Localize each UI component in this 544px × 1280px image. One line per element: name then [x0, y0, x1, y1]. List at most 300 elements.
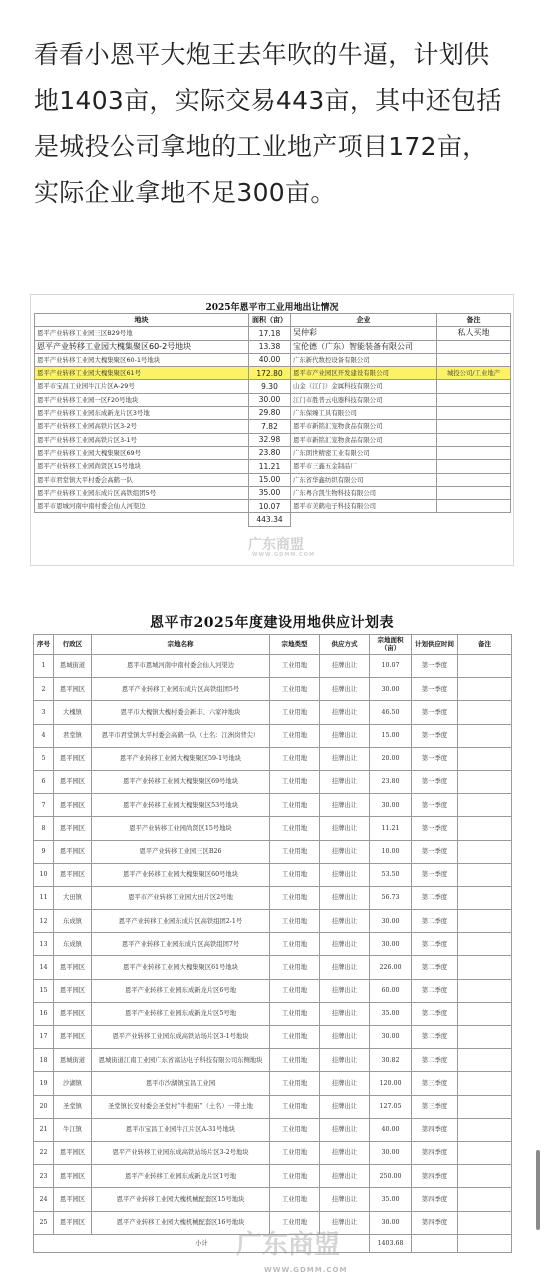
remark-cell — [458, 840, 512, 863]
note-cell: 城投公司/工业地产 — [437, 367, 511, 380]
parcel-type-cell: 工业用地 — [270, 724, 320, 747]
planned-time-cell: 第四季度 — [412, 1118, 458, 1141]
table-row — [34, 701, 512, 724]
parcel-cell: 恩平产业转移工业园东成片区高铁组团5号 — [35, 486, 249, 499]
company-cell: 恩平市新铭汇宠物食品有限公司 — [291, 420, 437, 433]
note-cell — [437, 407, 511, 420]
parcel-name-cell: 恩平产业转移工业园东成片区高铁组团7号 — [92, 933, 270, 956]
planned-time-cell: 第一季度 — [412, 863, 458, 886]
parcel-cell: 恩平产业转移工业园尚贤区15号地块 — [35, 460, 249, 473]
district-cell: 恩平园区 — [54, 678, 92, 701]
planned-time-cell: 第一季度 — [412, 817, 458, 840]
supply-plan-image[interactable] — [30, 612, 514, 1248]
remark-cell — [458, 1211, 512, 1234]
district-cell: 东成镇 — [54, 933, 92, 956]
table-row — [34, 770, 512, 793]
header-index: 序号 — [34, 635, 54, 655]
company-cell: 广东粤合凯生物科技有限公司 — [291, 486, 437, 499]
company-cell: 恩平市产业园区开发建设有限公司 — [291, 367, 437, 380]
remark-cell — [458, 956, 512, 979]
index-cell: 16 — [34, 1002, 54, 1025]
district-cell: 恩城街道 — [54, 655, 92, 678]
district-cell: 恩平园区 — [54, 979, 92, 1002]
header-remark: 备注 — [458, 635, 512, 655]
supply-method-cell: 挂牌出让 — [320, 910, 370, 933]
header-parcel-area: 宗地面积（亩） — [370, 635, 412, 655]
table-row — [34, 1211, 512, 1234]
area-cell: 23.80 — [249, 446, 291, 459]
parcel-name-cell: 恩平产业转移工业园大槐集聚区59-1号地块 — [92, 747, 270, 770]
table-row — [34, 1072, 512, 1095]
company-cell: 恩平市三鑫五金制品厂 — [291, 460, 437, 473]
index-cell: 1 — [34, 655, 54, 678]
index-cell: 21 — [34, 1118, 54, 1141]
header-planned-time: 计划供应时间 — [412, 635, 458, 655]
supply-method-cell: 挂牌出让 — [320, 933, 370, 956]
planned-time-cell: 第二季度 — [412, 910, 458, 933]
index-cell: 6 — [34, 770, 54, 793]
area-cell: 11.21 — [249, 460, 291, 473]
index-cell: 2 — [34, 678, 54, 701]
index-cell: 25 — [34, 1211, 54, 1234]
parcel-name-cell: 恩平市君堂镇大平村委会高鹤一队（土名：江洲岗背尖） — [92, 724, 270, 747]
planned-time-cell: 第四季度 — [412, 1141, 458, 1164]
remark-cell — [458, 979, 512, 1002]
header-parcel: 地块 — [35, 314, 249, 327]
supply-method-cell: 挂牌出让 — [320, 724, 370, 747]
table-row — [35, 446, 511, 459]
note-cell — [437, 393, 511, 406]
parcel-cell: 恩平市宝昌工业园牛江片区A-29号 — [35, 380, 249, 393]
parcel-type-cell: 工业用地 — [270, 910, 320, 933]
scrollbar[interactable] — [536, 1150, 540, 1230]
supply-method-cell: 挂牌出让 — [320, 1026, 370, 1049]
supply-method-cell: 挂牌出让 — [320, 655, 370, 678]
company-cell: 吴仲彩 — [291, 327, 437, 340]
remark-cell — [458, 933, 512, 956]
index-cell: 9 — [34, 840, 54, 863]
planned-time-cell: 第一季度 — [412, 747, 458, 770]
area-cell: 35.00 — [249, 486, 291, 499]
table-row — [34, 678, 512, 701]
supply-method-cell: 挂牌出让 — [320, 1188, 370, 1211]
table-row — [35, 473, 511, 486]
parcel-name-cell: 恩平市产业转移工业园大田片区2号地 — [92, 886, 270, 909]
remark-cell — [458, 770, 512, 793]
remark-cell — [458, 1049, 512, 1072]
parcel-area-cell: 120.00 — [370, 1072, 412, 1095]
header-supply-method: 供应方式 — [320, 635, 370, 655]
total-spacer — [35, 513, 249, 526]
table-row — [35, 380, 511, 393]
parcel-name-cell: 恩平产业转移工业园东成片区高铁组团2-1号 — [92, 910, 270, 933]
total-row — [34, 1234, 512, 1252]
index-cell: 17 — [34, 1026, 54, 1049]
table-row — [34, 840, 512, 863]
area-cell: 13.38 — [249, 340, 291, 353]
parcel-type-cell: 工业用地 — [270, 1072, 320, 1095]
table-row — [34, 1118, 512, 1141]
planned-time-cell: 第一季度 — [412, 655, 458, 678]
parcel-type-cell: 工业用地 — [270, 817, 320, 840]
header-note: 备注 — [437, 314, 511, 327]
parcel-cell: 恩平市恩城河南中南村委会仙人河渠边 — [35, 500, 249, 513]
parcel-name-cell: 恩平产业转移工业园大槐集聚区69号地块 — [92, 770, 270, 793]
parcel-name-cell: 恩平市大槐镇大槐村委会新丰、六家冲地块 — [92, 701, 270, 724]
parcel-type-cell: 工业用地 — [270, 747, 320, 770]
watermark-url: WWW.GDMM.COM — [252, 552, 316, 558]
planned-time-cell: 第二季度 — [412, 1002, 458, 1025]
parcel-area-cell: 60.00 — [370, 979, 412, 1002]
supply-method-cell: 挂牌出让 — [320, 1002, 370, 1025]
index-cell: 8 — [34, 817, 54, 840]
supply-method-cell: 挂牌出让 — [320, 1095, 370, 1118]
total-spacer — [291, 513, 437, 526]
parcel-name-cell: 恩平产业转移工业园东成高铁站场片区3-1号地块 — [92, 1026, 270, 1049]
parcel-cell: 恩平产业转移工业园东成新龙片区3号地 — [35, 407, 249, 420]
parcel-name-cell: 恩平市恩城河南中南村委会仙人河渠边 — [92, 655, 270, 678]
area-cell: 17.18 — [249, 327, 291, 340]
index-cell: 4 — [34, 724, 54, 747]
table-row — [34, 886, 512, 909]
supply-method-cell: 挂牌出让 — [320, 1165, 370, 1188]
planned-time-cell: 第一季度 — [412, 794, 458, 817]
table-row — [35, 353, 511, 366]
table-row — [34, 1049, 512, 1072]
total-row — [35, 513, 511, 526]
total-spacer — [437, 513, 511, 526]
parcel-area-cell: 30.00 — [370, 678, 412, 701]
company-cell: 江门市胜普云电器科技有限公司 — [291, 393, 437, 406]
table-row — [35, 327, 511, 340]
index-cell: 15 — [34, 979, 54, 1002]
remark-cell — [458, 886, 512, 909]
table-row — [35, 407, 511, 420]
district-cell: 恩城街道 — [54, 1049, 92, 1072]
supply-method-cell: 挂牌出让 — [320, 1118, 370, 1141]
parcel-name-cell: 恩平产业转移工业园大槐机械配套区16号地块 — [92, 1211, 270, 1234]
supply-method-cell: 挂牌出让 — [320, 701, 370, 724]
planned-time-cell: 第四季度 — [412, 1165, 458, 1188]
table-header-row — [35, 314, 511, 327]
parcel-type-cell: 工业用地 — [270, 933, 320, 956]
header-parcel-type: 宗地类型 — [270, 635, 320, 655]
index-cell: 24 — [34, 1188, 54, 1211]
table-row — [34, 956, 512, 979]
note-cell — [437, 500, 511, 513]
remark-cell — [458, 655, 512, 678]
district-cell: 恩平园区 — [54, 794, 92, 817]
parcel-type-cell: 工业用地 — [270, 1026, 320, 1049]
parcel-area-cell: 56.73 — [370, 886, 412, 909]
planned-time-cell: 第二季度 — [412, 886, 458, 909]
planned-time-cell: 第三季度 — [412, 1072, 458, 1095]
planned-time-cell: 第二季度 — [412, 979, 458, 1002]
remark-cell — [458, 701, 512, 724]
planned-time-cell: 第一季度 — [412, 840, 458, 863]
company-cell: 广东省华鑫纺织有限公司 — [291, 473, 437, 486]
parcel-name-cell: 恩平产业转移工业园东成新龙片区6号地 — [92, 979, 270, 1002]
parcel-type-cell: 工业用地 — [270, 1095, 320, 1118]
district-cell: 大槐镇 — [54, 701, 92, 724]
parcel-type-cell: 工业用地 — [270, 794, 320, 817]
table-row — [34, 724, 512, 747]
district-cell: 恩平园区 — [54, 1188, 92, 1211]
note-cell — [437, 460, 511, 473]
parcel-area-cell: 127.05 — [370, 1095, 412, 1118]
district-cell: 恩平园区 — [54, 1165, 92, 1188]
parcel-type-cell: 工业用地 — [270, 956, 320, 979]
header-district: 行政区 — [54, 635, 92, 655]
note-cell — [437, 353, 511, 366]
planned-time-cell: 第二季度 — [412, 933, 458, 956]
district-cell: 恩平园区 — [54, 863, 92, 886]
remark-cell — [458, 863, 512, 886]
planned-time-cell: 第二季度 — [412, 1049, 458, 1072]
total-spacer — [458, 1234, 512, 1252]
parcel-type-cell: 工业用地 — [270, 886, 320, 909]
land-transfer-table — [34, 313, 511, 527]
table-row — [35, 420, 511, 433]
district-cell: 恩平园区 — [54, 840, 92, 863]
district-cell: 沙湖镇 — [54, 1072, 92, 1095]
supply-method-cell: 挂牌出让 — [320, 747, 370, 770]
parcel-name-cell: 恩平市沙湖镇宝昌工业园 — [92, 1072, 270, 1095]
watermark-logo: 广东商盟 — [248, 537, 304, 553]
parcel-type-cell: 工业用地 — [270, 1118, 320, 1141]
parcel-type-cell: 工业用地 — [270, 678, 320, 701]
parcel-area-cell: 30.00 — [370, 910, 412, 933]
index-cell: 3 — [34, 701, 54, 724]
supply-method-cell: 挂牌出让 — [320, 678, 370, 701]
district-cell: 恩平园区 — [54, 817, 92, 840]
total-area: 1403.68 — [370, 1234, 412, 1252]
table-row — [35, 433, 511, 446]
district-cell: 恩平园区 — [54, 770, 92, 793]
district-cell: 东成镇 — [54, 910, 92, 933]
parcel-name-cell: 恩平产业转移工业园东成高铁站场片区3-2号地块 — [92, 1141, 270, 1164]
parcel-area-cell: 20.00 — [370, 747, 412, 770]
parcel-area-cell: 35.00 — [370, 1002, 412, 1025]
area-cell: 7.82 — [249, 420, 291, 433]
table-row — [35, 486, 511, 499]
planned-time-cell: 第二季度 — [412, 956, 458, 979]
parcel-name-cell: 恩城街道江南工业园广东省富达电子科技有限公司东侧地块 — [92, 1049, 270, 1072]
table-row — [34, 979, 512, 1002]
parcel-area-cell: 23.80 — [370, 770, 412, 793]
parcel-area-cell: 53.50 — [370, 863, 412, 886]
planned-time-cell: 第一季度 — [412, 701, 458, 724]
parcel-cell: 恩平产业转移工业园高铁片区3-2号 — [35, 420, 249, 433]
header-parcel-name: 宗地名称 — [92, 635, 270, 655]
parcel-cell: 恩平产业转移工业园三区B29号地 — [35, 327, 249, 340]
index-cell: 11 — [34, 886, 54, 909]
company-cell: 山金（江门）金属科技有限公司 — [291, 380, 437, 393]
supply-method-cell: 挂牌出让 — [320, 1049, 370, 1072]
note-cell — [437, 433, 511, 446]
parcel-cell: 恩平产业转移工业园大槐集聚区69号 — [35, 446, 249, 459]
remark-cell — [458, 817, 512, 840]
area-cell: 40.00 — [249, 353, 291, 366]
remark-cell — [458, 1118, 512, 1141]
area-cell: 30.00 — [249, 393, 291, 406]
table-row — [34, 1188, 512, 1211]
area-cell: 29.80 — [249, 407, 291, 420]
area-cell: 15.00 — [249, 473, 291, 486]
watermark-url-large: WWW.GDMM.COM — [264, 1266, 348, 1274]
district-cell: 恩平园区 — [54, 1141, 92, 1164]
parcel-type-cell: 工业用地 — [270, 1141, 320, 1164]
area-cell: 172.80 — [249, 367, 291, 380]
land-transfer-image[interactable] — [30, 294, 514, 566]
total-area: 443.34 — [249, 513, 291, 526]
parcel-type-cell: 工业用地 — [270, 840, 320, 863]
index-cell: 18 — [34, 1049, 54, 1072]
company-cell: 广东新代数控设备有限公司 — [291, 353, 437, 366]
parcel-name-cell: 恩平产业转移工业园东成新龙片区5号地 — [92, 1002, 270, 1025]
parcel-area-cell: 226.00 — [370, 956, 412, 979]
parcel-type-cell: 工业用地 — [270, 1165, 320, 1188]
parcel-area-cell: 10.07 — [370, 655, 412, 678]
parcel-name-cell: 恩平产业转移工业园大槐集聚区60号地块 — [92, 863, 270, 886]
parcel-area-cell: 15.00 — [370, 724, 412, 747]
remark-cell — [458, 724, 512, 747]
table-row — [34, 1026, 512, 1049]
supply-method-cell: 挂牌出让 — [320, 1211, 370, 1234]
table-row — [34, 747, 512, 770]
district-cell: 大田镇 — [54, 886, 92, 909]
table-row — [35, 340, 511, 353]
table-row — [34, 1095, 512, 1118]
index-cell: 14 — [34, 956, 54, 979]
company-cell: 恩平市新铭汇宠物食品有限公司 — [291, 433, 437, 446]
parcel-area-cell: 40.00 — [370, 1118, 412, 1141]
supply-plan-title: 恩平市2025年度建设用地供应计划表 — [150, 615, 394, 631]
district-cell: 圣堂镇 — [54, 1095, 92, 1118]
remark-cell — [458, 1026, 512, 1049]
index-cell: 20 — [34, 1095, 54, 1118]
planned-time-cell: 第四季度 — [412, 1188, 458, 1211]
parcel-name-cell: 恩平产业转移工业园大槐集聚区53号地块 — [92, 794, 270, 817]
planned-time-cell: 第一季度 — [412, 724, 458, 747]
remark-cell — [458, 910, 512, 933]
remark-cell — [458, 1002, 512, 1025]
parcel-cell: 恩平市君堂镇大平村委会高鹤一队 — [35, 473, 249, 486]
planned-time-cell: 第一季度 — [412, 678, 458, 701]
parcel-area-cell: 30.00 — [370, 933, 412, 956]
total-label: 小计 — [34, 1234, 370, 1252]
planned-time-cell: 第一季度 — [412, 770, 458, 793]
land-transfer-title: 2025年恩平市工业用地出让情况 — [205, 303, 339, 313]
planned-time-cell: 第二季度 — [412, 1026, 458, 1049]
supply-method-cell: 挂牌出让 — [320, 956, 370, 979]
parcel-area-cell: 11.21 — [370, 817, 412, 840]
post-text: 看看小恩平大炮王去年吹的牛逼，计划供地1403亩，实际交易443亩，其中还包括是城投公司拿地的工业地产项目172亩，实际企业拿地不足300亩。 — [34, 40, 502, 207]
table-header-row — [34, 635, 512, 655]
area-cell: 10.07 — [249, 500, 291, 513]
supply-method-cell: 挂牌出让 — [320, 863, 370, 886]
parcel-name-cell: 恩平产业转移工业园东成新龙片区1号地 — [92, 1165, 270, 1188]
supply-method-cell: 挂牌出让 — [320, 840, 370, 863]
supply-method-cell: 挂牌出让 — [320, 817, 370, 840]
company-cell: 广东保臻工具有限公司 — [291, 407, 437, 420]
parcel-type-cell: 工业用地 — [270, 1211, 320, 1234]
supply-method-cell: 挂牌出让 — [320, 770, 370, 793]
parcel-cell: 恩平产业转移工业园大槐集聚区61号 — [35, 367, 249, 380]
watermark-logo-large: 广东商盟 — [236, 1230, 341, 1260]
note-cell — [437, 486, 511, 499]
remark-cell — [458, 1188, 512, 1211]
parcel-area-cell: 46.50 — [370, 701, 412, 724]
parcel-name-cell: 圣堂镇长安村委会圣堂村“牛抱庙”（土名）一带土地 — [92, 1095, 270, 1118]
parcel-cell: 恩平产业转移工业园大槐集聚区60-1号地块 — [35, 353, 249, 366]
note-cell — [437, 380, 511, 393]
parcel-name-cell: 恩平市宝昌工业园牛江片区A-31号地块 — [92, 1118, 270, 1141]
table-row — [34, 794, 512, 817]
table-row — [34, 1141, 512, 1164]
parcel-type-cell: 工业用地 — [270, 770, 320, 793]
parcel-area-cell: 30.00 — [370, 1026, 412, 1049]
remark-cell — [458, 747, 512, 770]
parcel-type-cell: 工业用地 — [270, 1049, 320, 1072]
table-row — [34, 863, 512, 886]
index-cell: 19 — [34, 1072, 54, 1095]
index-cell: 22 — [34, 1141, 54, 1164]
remark-cell — [458, 794, 512, 817]
supply-method-cell: 挂牌出让 — [320, 1141, 370, 1164]
table-row — [35, 367, 511, 380]
company-cell: 广东朗世精密工业有限公司 — [291, 446, 437, 459]
index-cell: 7 — [34, 794, 54, 817]
company-cell: 宝伦德（广东）智能装备有限公司 — [291, 340, 437, 353]
parcel-type-cell: 工业用地 — [270, 701, 320, 724]
index-cell: 23 — [34, 1165, 54, 1188]
parcel-area-cell: 30.82 — [370, 1049, 412, 1072]
parcel-type-cell: 工业用地 — [270, 979, 320, 1002]
district-cell: 恩平园区 — [54, 1026, 92, 1049]
remark-cell — [458, 1141, 512, 1164]
parcel-type-cell: 工业用地 — [270, 1002, 320, 1025]
parcel-cell: 恩平产业转移工业园高铁片区3-1号 — [35, 433, 249, 446]
note-cell: 私人买地 — [437, 327, 511, 340]
header-company: 企业 — [291, 314, 437, 327]
parcel-area-cell: 10.00 — [370, 840, 412, 863]
table-row — [34, 1165, 512, 1188]
supply-method-cell: 挂牌出让 — [320, 794, 370, 817]
district-cell: 恩平园区 — [54, 1002, 92, 1025]
total-spacer — [412, 1234, 458, 1252]
table-row — [35, 393, 511, 406]
parcel-type-cell: 工业用地 — [270, 1188, 320, 1211]
parcel-name-cell: 恩平产业转移工业园尚贤区15号地块 — [92, 817, 270, 840]
note-cell — [437, 420, 511, 433]
district-cell: 恩平园区 — [54, 956, 92, 979]
remark-cell — [458, 1165, 512, 1188]
table-row — [35, 500, 511, 513]
supply-method-cell: 挂牌出让 — [320, 886, 370, 909]
parcel-area-cell: 250.00 — [370, 1165, 412, 1188]
parcel-name-cell: 恩平产业转移工业园大槐集聚区61号地块 — [92, 956, 270, 979]
note-cell — [437, 446, 511, 459]
index-cell: 5 — [34, 747, 54, 770]
company-cell: 恩平市美鹤电子科技有限公司 — [291, 500, 437, 513]
parcel-area-cell: 30.00 — [370, 1141, 412, 1164]
index-cell: 12 — [34, 910, 54, 933]
supply-method-cell: 挂牌出让 — [320, 1072, 370, 1095]
note-cell — [437, 340, 511, 353]
parcel-type-cell: 工业用地 — [270, 863, 320, 886]
remark-cell — [458, 678, 512, 701]
